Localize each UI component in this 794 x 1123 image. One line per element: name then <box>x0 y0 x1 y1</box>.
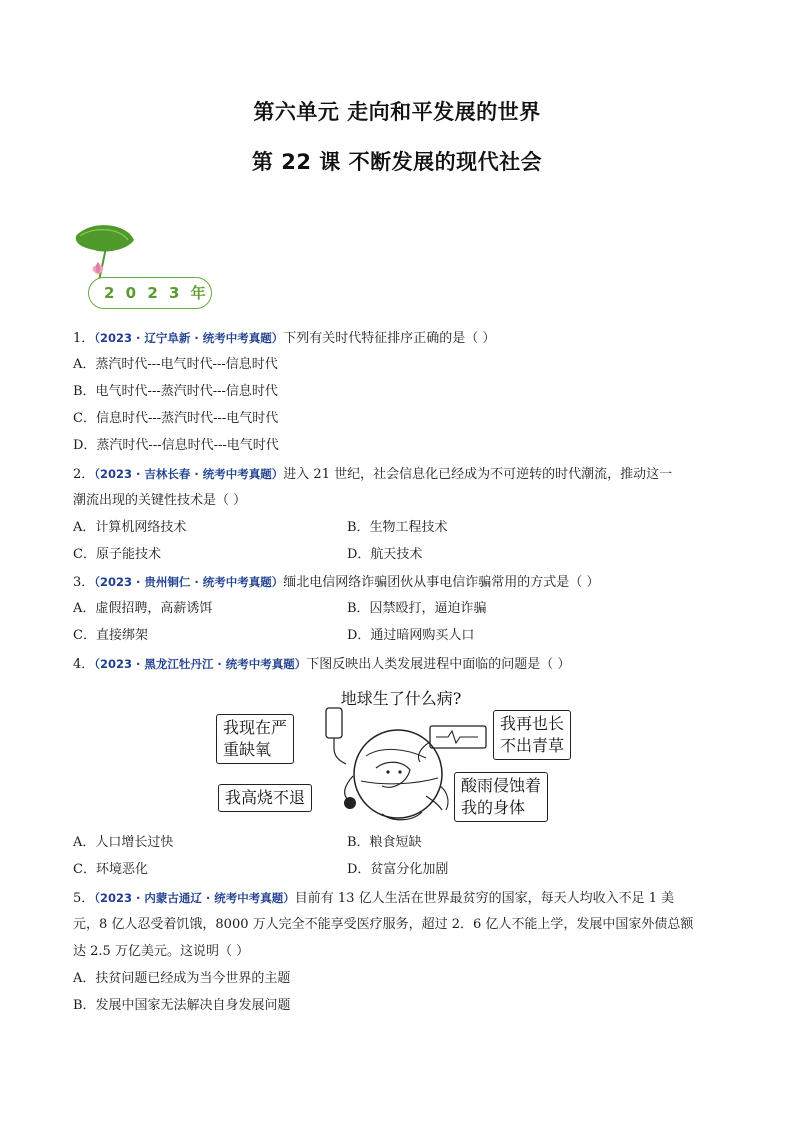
question-text: 下列有关时代特征排序正确的是（ ） <box>283 331 496 346</box>
option-c: C．直接绑架 <box>73 628 148 643</box>
option-c: C．信息时代---蒸汽时代---电气时代 <box>73 411 279 426</box>
question-number: 5． <box>73 891 95 906</box>
question-5-stem <box>73 889 674 908</box>
bubble-fever: 我高烧不退 <box>218 784 312 812</box>
question-5-stem-cont: 元，8 亿人忍受着饥饿，8000 万人完全不能享受医疗服务，超过 2．6 亿人不能上学，发展中国家外债总额 <box>73 917 694 932</box>
question-number: 2． <box>73 467 95 482</box>
option-b: B．电气时代---蒸汽时代---信息时代 <box>73 384 278 399</box>
question-text: 下图反映出人类发展进程中面临的问题是（ ） <box>306 657 571 672</box>
bubble-grass <box>493 710 571 760</box>
question-text: 目前有 13 亿人生活在世界最贫穷的国家，每天人均收入不足 1 美 <box>294 891 675 906</box>
question-source: （2023 · 吉林长春 · 统考中考真题） <box>94 467 284 481</box>
option-d: D．航天技术 <box>347 547 423 562</box>
bubble-text: 我再也长 <box>500 714 565 733</box>
bubble-text: 重缺氧 <box>223 740 272 759</box>
lesson-title: 第 22 课 不断发展的现代社会 <box>251 150 543 174</box>
question-number: 3． <box>73 575 95 590</box>
figure-caption: 地球生了什么病? <box>340 689 462 708</box>
bubble-acid-rain <box>454 772 548 822</box>
option-a: A．蒸汽时代---电气时代---信息时代 <box>73 357 278 372</box>
option-a: A．计算机网络技术 <box>73 520 187 535</box>
option-c: C．原子能技术 <box>73 547 161 562</box>
question-4-stem <box>73 655 570 674</box>
question-5-stem-cont: 达 2.5 万亿美元。这说明（ ） <box>73 944 250 959</box>
question-2-stem <box>73 465 672 484</box>
option-d: D．贫富分化加剧 <box>347 862 449 877</box>
question-1-stem <box>73 329 495 348</box>
option-b: B．发展中国家无法解决自身发展问题 <box>73 998 291 1013</box>
question-2-stem-cont: 潮流出现的关键性技术是（ ） <box>73 493 247 508</box>
option-d: D．通过暗网购买人口 <box>347 628 475 643</box>
year-label: 2 0 2 3 年 <box>104 284 209 302</box>
question-text: 进入 21 世纪，社会信息化已经成为不可逆转的时代潮流，推动这一 <box>283 467 673 482</box>
question-source: （2023 · 黑龙江牡丹江 · 统考中考真题） <box>94 657 307 671</box>
sick-earth-cartoon <box>216 686 586 828</box>
question-source: （2023 · 辽宁阜新 · 统考中考真题） <box>94 331 284 345</box>
option-a: A．人口增长过快 <box>73 835 174 850</box>
bubble-text: 酸雨侵蚀着 <box>461 776 542 795</box>
bubble-text: 我现在严 <box>223 718 288 737</box>
question-source: （2023 · 贵州铜仁 · 统考中考真题） <box>94 575 284 589</box>
question-number: 1． <box>73 331 95 346</box>
question-3-stem <box>73 573 599 592</box>
question-number: 4． <box>73 657 95 672</box>
bubble-oxygen <box>216 714 294 764</box>
option-a: A．扶贫问题已经成为当今世界的主题 <box>73 971 291 986</box>
option-b: B．粮食短缺 <box>347 835 422 850</box>
bubble-text: 不出青草 <box>500 736 565 755</box>
option-b: B．囚禁殴打，逼迫诈骗 <box>347 601 487 616</box>
option-b: B．生物工程技术 <box>347 520 448 535</box>
option-a: A．虚假招聘，高薪诱饵 <box>73 601 213 616</box>
question-text: 缅北电信网络诈骗团伙从事电信诈骗常用的方式是（ ） <box>283 575 600 590</box>
year-badge <box>70 222 220 314</box>
option-c: C．环境恶化 <box>73 862 148 877</box>
option-d: D．蒸汽时代---信息时代---电气时代 <box>73 438 279 453</box>
unit-title: 第六单元 走向和平发展的世界 <box>253 100 541 124</box>
bubble-text: 我的身体 <box>461 798 526 817</box>
question-source: （2023 · 内蒙古通辽 · 统考中考真题） <box>94 891 295 905</box>
